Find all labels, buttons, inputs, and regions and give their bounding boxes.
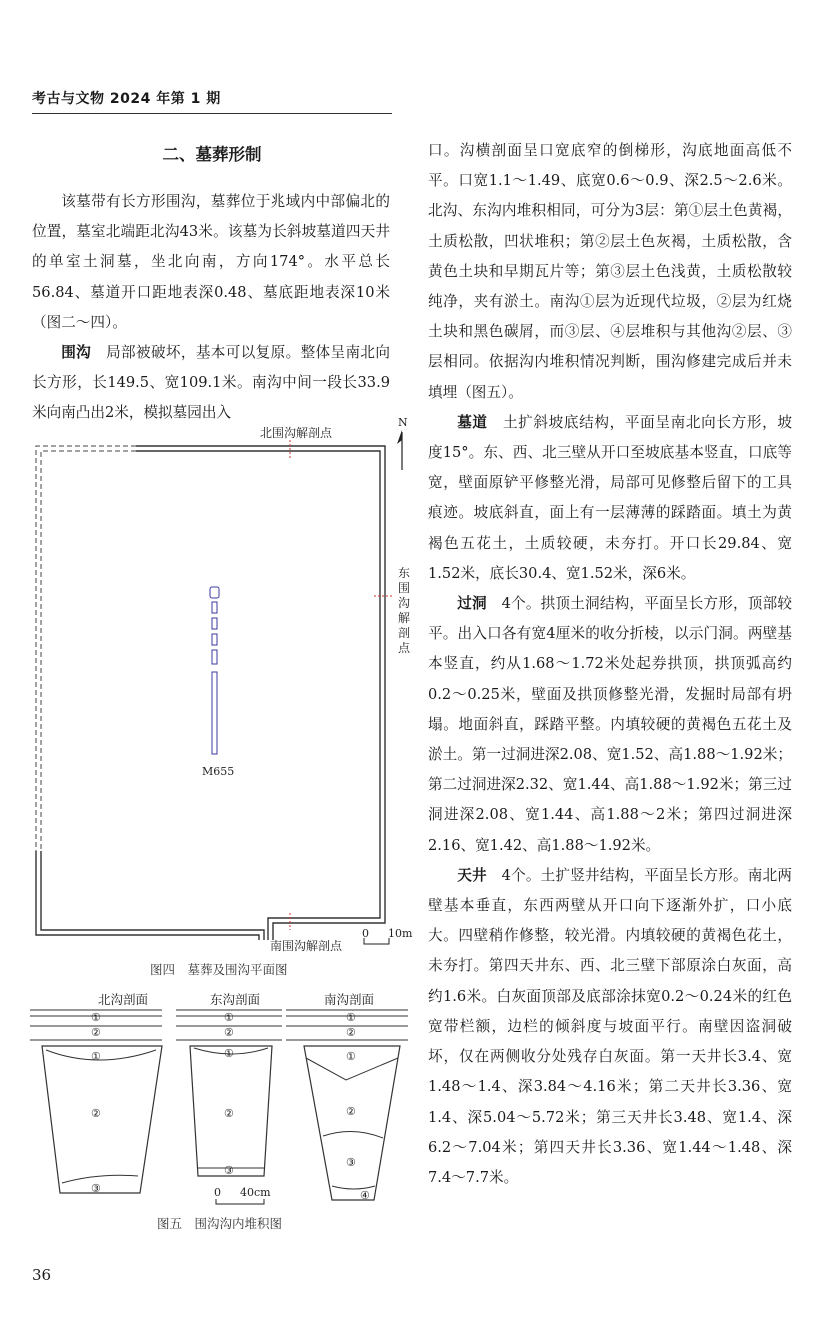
tomb-shaft-4 [212,650,217,664]
right-column [428,136,792,1193]
tomb-shaft-3 [212,634,217,645]
fig5-scale-end: 40cm [240,1186,271,1199]
fig5-scale-bar [216,1199,264,1204]
north-layer-label-4: ② [91,1107,101,1120]
south-layer-boundary-2 [323,1131,383,1138]
south-section-label: 南围沟解剖点 [270,939,343,953]
figure-5-profiles [28,988,413,1213]
tomb-shaft-1 [212,602,217,613]
left-paragraph-2 [32,338,390,429]
enclosure-inner-line [136,451,380,940]
figure-4-caption: 图四 墓葬及围沟平面图 [150,962,288,977]
south-layer-label-3: ① [346,1050,356,1063]
tomb-shaft-2 [212,618,217,629]
east-profile-title: 东沟剖面 [210,992,261,1007]
north-layer-label-1: ① [91,1011,101,1024]
fig5-scale-start: 0 [214,1186,221,1199]
tomb-chamber [210,587,219,598]
tomb-label: M655 [202,765,235,778]
north-arrow-label: N [398,418,408,429]
south-layer-label-6: ④ [360,1189,370,1202]
page-number: 36 [32,1266,52,1284]
right-paragraph-3 [428,589,792,861]
journal-header: 考古与文物 2024 年第 1 期 [32,91,221,107]
west-dashed-inner [41,451,136,851]
lead-guodong: 过洞 [457,595,487,613]
east-layer-label-1: ① [224,1011,234,1024]
east-layer-label-3: ① [224,1047,234,1060]
figure-5-caption: 图五 围沟沟内堆积图 [157,1216,283,1231]
east-layer-label-2: ② [224,1026,234,1039]
south-layer-label-2: ② [346,1026,356,1039]
north-profile-outline [42,1046,162,1193]
north-section-label: 北围沟解剖点 [260,426,333,440]
north-profile-title: 北沟剖面 [98,992,149,1007]
north-layer-label-3: ① [91,1050,101,1063]
tomb-ramp [212,672,217,754]
south-profile-outline [304,1046,400,1200]
south-layer-label-5: ③ [346,1156,356,1169]
south-profile-title: 南沟剖面 [324,992,375,1007]
lead-weigou: 围沟 [61,344,92,362]
south-layer-label-1: ① [346,1011,356,1024]
left-paragraph-2-body: 局部被破坏，基本可以复原。整体呈南北向长方形，长149.5、宽109.1米。南沟中间一段长33.9米向南凸出2米，模拟墓园出入 [32,344,390,422]
left-paragraph-1: 该墓带有长方形围沟，墓葬位于兆域内中部偏北的位置，墓室北端距北沟43米。该墓为长斜坡墓道四天井的单室土洞墓，坐北向南，方向174°。水平总长56.84、墓道开口距地表深0.48、墓底距地表深10米（图二～四）。 [32,193,390,331]
north-layer-label-5: ③ [91,1182,101,1195]
west-south-inner-line [41,851,264,940]
east-layer-label-4: ② [224,1107,234,1120]
right-paragraph-4-body: 4个。土扩竖井结构，平面呈长方形。南北两壁基本垂直，东西两壁从开口向下逐渐外扩，口小底大。四壁稍作修整，较光滑。内填较硬的黄褐色花土，未夯打。第四天井东、西、北三壁下部原涂白灰面，高约1.6米。白灰面顶部及底部涂抹宽0.2～0.24米的红色宽带栏额，边栏的倾斜度与坡面平行。南壁因盗洞破坏，仅在两侧收分处残存白灰面。第一天井长3.4、宽1.48～1.4、深3.84～4.16米；第二天井长3.36、宽1.4、深5.04～5.72米；第三天井长3.48、宽1.4、深6.2～7.04米；第四天井长3.36、宽1.44～1.48、深7.4～7.7米。 [428,866,792,1186]
right-paragraph-2-body: 土扩斜坡底结构，平面呈南北向长方形，坡度15°。东、西、北三壁从开口至坡底基本竖直，口底等宽，壁面原铲平修整光滑，局部可见修整后留下的工具痕迹。坡底斜直，面上有一层薄薄的踩踏面。填土为黄褐色五花土，土质较硬，未夯打。开口长29.84、宽1.52米，底长30.4、宽1.52米，深6米。 [428,413,792,582]
south-layer-label-4: ② [346,1105,356,1118]
scale-end: 10m [388,927,413,940]
lead-mudao: 墓道 [457,413,488,431]
section-title: 二、墓葬形制 [162,145,262,164]
right-paragraph-1: 口。沟横剖面呈口宽底窄的倒梯形，沟底地面高低不平。口宽1.1～1.49、底宽0.6～0.9、深2.5～2.6米。北沟、东沟内堆积相同，可分为3层：第①层土色黄褐，土质松散，凹状堆积；第②层土色灰褐，土质松散，含黄色土块和早期瓦片等；第③层土色浅黄，土质松散较纯净，夹有淤土。南沟①层为近现代垃圾，②层为红烧土块和黑色碳屑，而③层、④层堆积与其他沟②层、③层相同。依据沟内堆积情况判断，围沟修建完成后并未填埋（图五）。 [428,142,792,401]
right-paragraph-4 [428,861,792,1193]
scale-start: 0 [362,927,369,940]
right-paragraph-2 [428,408,792,589]
north-layer-label-2: ② [91,1026,101,1039]
right-paragraph-3-body: 4个。拱顶土洞结构，平面呈长方形，顶部较平。出入口各有宽4厘米的收分折棱，以示门洞。两壁基本竖直，约从1.68～1.72米处起券拱顶，拱顶弧高约0.2～0.25米，壁面及拱顶修整光滑，发掘时局部有坍塌。地面斜直，踩踏平整。内填较硬的黄褐色五花土及淤土。第一过洞进深2.08、宽1.52、高1.88～1.92米；第二过洞进深2.32、宽1.44、高1.88～1.92米；第三过洞进深2.08、宽1.44、高1.88～2米；第四过洞进深2.16、宽1.42、高1.88～1.92米。 [428,595,792,854]
figure-4-plan [28,418,420,958]
left-column [32,167,390,429]
north-layer-boundary-1 [46,1050,156,1060]
east-layer-label-5: ③ [224,1164,234,1177]
east-section-label: 东围沟解剖点 [397,566,410,655]
west-dashed-outer [36,446,136,851]
lead-tianjing: 天井 [457,866,487,884]
enclosure-outer-line [136,446,385,940]
header-rule [32,113,392,114]
west-south-outer-line [36,851,259,940]
north-arrow-icon [397,430,402,444]
